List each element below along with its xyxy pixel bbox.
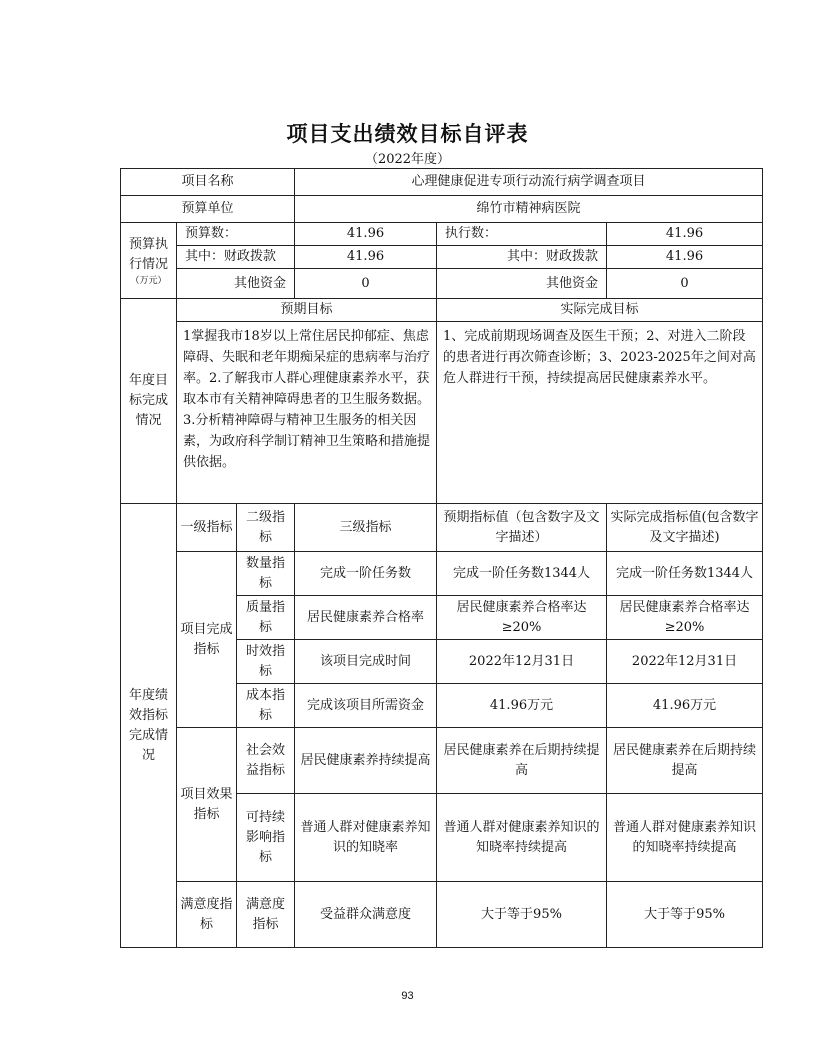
level3-cell: 该项目完成时间 bbox=[295, 640, 437, 684]
level3-cell: 完成一阶任务数 bbox=[295, 552, 437, 596]
level3-cell: 完成该项目所需资金 bbox=[295, 684, 437, 728]
level2-cell: 社会效益指标 bbox=[237, 728, 295, 794]
actual-goal-text: 1、完成前期现场调查及医生干预；2、对进入二阶段的患者进行再次筛查诊断；3、2023-2025年之间对高危人群进行干预，持续提高居民健康素养水平。 bbox=[437, 322, 763, 504]
budget-exec-label bbox=[121, 223, 177, 299]
level2-cell: 成本指标 bbox=[237, 684, 295, 728]
level2-cell: 满意度指标 bbox=[237, 882, 295, 948]
budget-exec-label-text: 预算执行情况 bbox=[128, 236, 168, 272]
actual-cell: 大于等于95% bbox=[607, 882, 763, 948]
exec-amount-value: 41.96 bbox=[607, 223, 763, 246]
level3-cell: 普通人群对健康素养知识的知晓率 bbox=[295, 794, 437, 882]
expected-goal-text: 1掌握我市18岁以上常住居民抑郁症、焦虑障碍、失眠和老年期痴呆症的患病率与治疗率。2.了解我市人群心理健康素养水平，获取本市有关精神障碍患者的卫生服务数据。3.分析精神障碍与精神卫生服务的相关因素，为政府科学制订精神卫生策略和措施提供依据。 bbox=[177, 322, 437, 504]
exec-amount-label: 执行数： bbox=[437, 223, 607, 246]
header-level1: 一级指标 bbox=[177, 504, 237, 552]
level2-cell: 可持续影响指标 bbox=[237, 794, 295, 882]
header-level2: 二级指标 bbox=[237, 504, 295, 552]
actual-goal-header: 实际完成目标 bbox=[437, 299, 763, 322]
budget-amount-value: 41.96 bbox=[295, 223, 437, 246]
other-label-right: 其他资金 bbox=[437, 269, 607, 299]
fiscal-label-left: 其中：财政拨款 bbox=[177, 246, 295, 269]
group-level1: 项目效果指标 bbox=[177, 728, 237, 882]
level3-cell: 居民健康素养合格率 bbox=[295, 596, 437, 640]
annual-goal-label: 年度目标完成情况 bbox=[121, 299, 177, 504]
expected-cell: 完成一阶任务数1344人 bbox=[437, 552, 607, 596]
page-subtitle: （2022年度） bbox=[364, 152, 451, 167]
level2-cell: 时效指标 bbox=[237, 640, 295, 684]
expected-cell: 41.96万元 bbox=[437, 684, 607, 728]
fiscal-label-right: 其中：财政拨款 bbox=[437, 246, 607, 269]
group-level1: 满意度指标 bbox=[177, 882, 237, 948]
budget-unit-value: 绵竹市精神病医院 bbox=[295, 196, 763, 223]
project-name-label: 项目名称 bbox=[121, 169, 295, 196]
fiscal-value-left: 41.96 bbox=[295, 246, 437, 269]
page-title: 项目支出绩效目标自评表 bbox=[286, 122, 529, 146]
level3-cell: 受益群众满意度 bbox=[295, 882, 437, 948]
project-name-value: 心理健康促进专项行动流行病学调查项目 bbox=[295, 169, 763, 196]
level2-cell: 质量指标 bbox=[237, 596, 295, 640]
level3-cell: 居民健康素养持续提高 bbox=[295, 728, 437, 794]
header-level3: 三级指标 bbox=[295, 504, 437, 552]
actual-cell: 2022年12月31日 bbox=[607, 640, 763, 684]
header-expected: 预期指标值（包含数字及文字描述） bbox=[437, 504, 607, 552]
header-actual: 实际完成指标值(包含数字及文字描述) bbox=[607, 504, 763, 552]
actual-cell: 41.96万元 bbox=[607, 684, 763, 728]
budget-unit-label: 预算单位 bbox=[121, 196, 295, 223]
other-value-right: 0 bbox=[607, 269, 763, 299]
budget-amount-label: 预算数： bbox=[177, 223, 295, 246]
budget-exec-unit: （万元） bbox=[130, 275, 167, 286]
other-label-left: 其他资金 bbox=[177, 269, 295, 299]
expected-cell: 2022年12月31日 bbox=[437, 640, 607, 684]
expected-cell: 居民健康素养合格率达≥20% bbox=[437, 596, 607, 640]
group-level1: 项目完成指标 bbox=[177, 552, 237, 728]
expected-cell: 居民健康素养在后期持续提高 bbox=[437, 728, 607, 794]
expected-cell: 大于等于95% bbox=[437, 882, 607, 948]
expected-cell: 普通人群对健康素养知识的知晓率持续提高 bbox=[437, 794, 607, 882]
page-number: 93 bbox=[401, 990, 414, 1002]
actual-cell: 居民健康素养合格率达≥20% bbox=[607, 596, 763, 640]
actual-cell: 普通人群对健康素养知识的知晓率持续提高 bbox=[607, 794, 763, 882]
expected-goal-header: 预期目标 bbox=[177, 299, 437, 322]
fiscal-value-right: 41.96 bbox=[607, 246, 763, 269]
other-value-left: 0 bbox=[295, 269, 437, 299]
level2-cell: 数量指标 bbox=[237, 552, 295, 596]
indicator-section-label: 年度绩效指标完成情况 bbox=[121, 504, 177, 948]
actual-cell: 居民健康素养在后期持续提高 bbox=[607, 728, 763, 794]
actual-cell: 完成一阶任务数1344人 bbox=[607, 552, 763, 596]
evaluation-table bbox=[120, 168, 763, 948]
